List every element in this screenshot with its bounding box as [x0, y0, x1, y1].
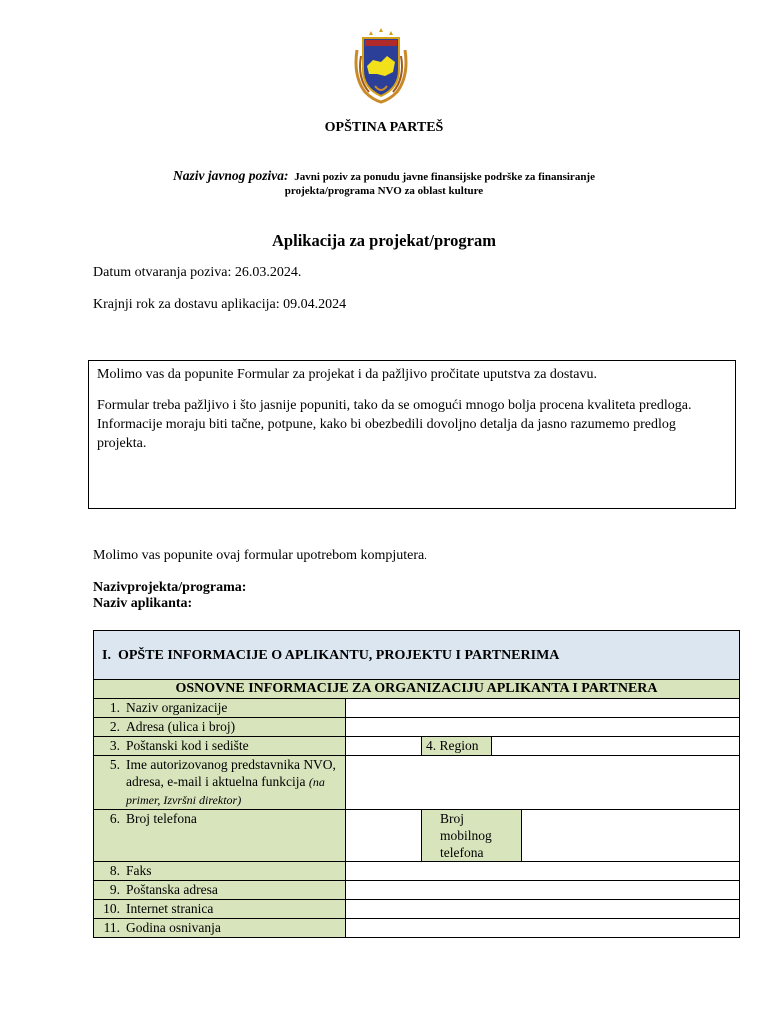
postal-code-field[interactable]: [346, 737, 422, 756]
organization-name-field[interactable]: [346, 699, 740, 718]
public-call-line-1: [0, 168, 768, 184]
fill-note-period: .: [424, 551, 427, 562]
instructions-box: [88, 360, 736, 509]
instructions-paragraph-2: Formular treba pažljivo i što jasnije popuniti, tako da se omogući mnogo bolja procena kvaliteta predloga. Informacije moraju biti tačne, potpune, kako bi obezbedili dovoljno detalja da jasno razumemo predlog projekta.: [97, 398, 692, 451]
section-title: OPŠTE INFORMACIJE O APLIKANTU, PROJEKTU I PARTNERIMA: [117, 647, 560, 663]
mobile-phone-field[interactable]: [522, 810, 740, 862]
applicant-name-label: Naziv aplikanta:: [93, 596, 193, 611]
mobile-phone-label: Broj mobilnog telefona: [422, 810, 522, 862]
region-field[interactable]: [492, 737, 740, 756]
applicant-info-table: [93, 630, 739, 938]
public-call-label: Naziv javnog poziva:: [173, 168, 289, 183]
founding-year-field[interactable]: [346, 919, 740, 938]
public-call-text-1: Javni poziv za ponudu javne finansijske podrške za finansiranje: [294, 171, 595, 183]
subsection-header: OSNOVNE INFORMACIJE ZA ORGANIZACIJU APLIKANTA I PARTNERA: [94, 680, 740, 699]
authorized-representative-field[interactable]: [346, 756, 740, 810]
municipality-name: OPŠTINA PARTEŠ: [324, 120, 444, 135]
section-number: I.: [102, 647, 111, 663]
section-header: [94, 631, 740, 680]
address-field[interactable]: [346, 718, 740, 737]
fax-field[interactable]: [346, 862, 740, 881]
row-label-authorized-representative: 5. Ime autorizovanog predstavnika NVO, adresa, e-mail i aktuelna funkcija (na primer, Izvršni direktor): [94, 756, 346, 810]
public-call-text-2: projekta/programa NVO za oblast kulture: [284, 185, 484, 197]
region-label: 4. Region: [422, 737, 492, 756]
row-label-phone: 6. Broj telefona: [94, 810, 346, 862]
document-title: Aplikacija za projekat/program: [272, 231, 496, 250]
instructions-paragraph-1: Molimo vas da popunite Formular za projekat i da pažljivo pročitate uputstva za dostavu.: [97, 367, 597, 382]
row-label-postal-code: 3. Poštanski kod i sedište: [94, 737, 346, 756]
opening-date: Datum otvaranja poziva: 26.03.2024.: [93, 265, 302, 280]
website-field[interactable]: [346, 900, 740, 919]
row-label-organization-name: 1. Naziv organizacije: [94, 699, 346, 718]
fill-note: [93, 548, 427, 564]
row-label-website: 10. Internet stranica: [94, 900, 346, 919]
phone-field[interactable]: [346, 810, 422, 862]
row-label-postal-address: 9. Poštanska adresa: [94, 881, 346, 900]
submission-deadline: Krajnji rok za dostavu aplikacija: 09.04.2024: [93, 297, 347, 312]
project-name-label: Nazivprojekta/programa:: [93, 580, 247, 595]
municipality-coat-of-arms-logo: [351, 26, 411, 106]
row-label-fax: 8. Faks: [94, 862, 346, 881]
fill-note-text: Molimo vas popunite ovaj formular upotrebom kompjutera: [93, 548, 425, 563]
row-label-founding-year: 11. Godina osnivanja: [94, 919, 346, 938]
postal-address-field[interactable]: [346, 881, 740, 900]
row-label-address: 2. Adresa (ulica i broj): [94, 718, 346, 737]
